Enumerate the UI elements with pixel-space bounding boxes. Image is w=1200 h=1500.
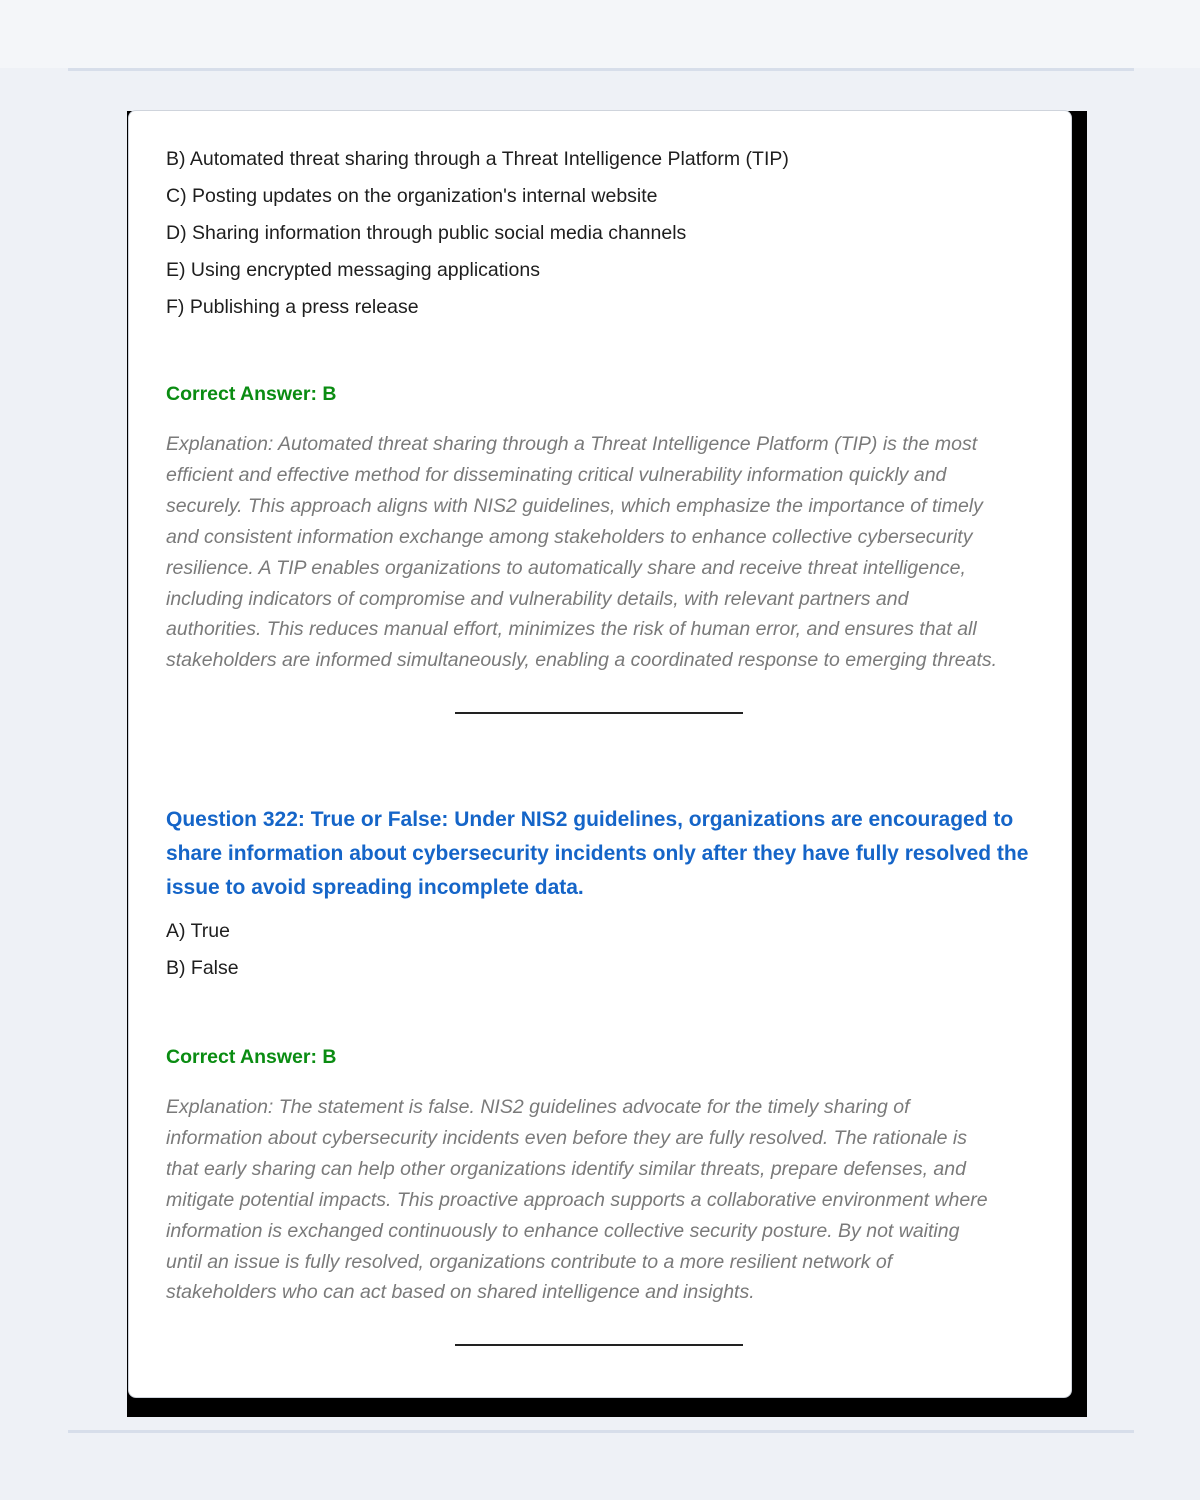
explanation [166,1092,988,1308]
option-b: B) Automated threat sharing through a Threat Intelligence Platform (TIP) [166,148,789,170]
option-a: A) True [166,920,230,942]
explanation-line: stakeholders are informed simultaneously, enabling a coordinated response to emerging threats. [166,649,998,672]
question-line: Question 322: True or False: Under NIS2 guidelines, organizations are encouraged to [166,808,1014,831]
option-f: F) Publishing a press release [166,296,419,318]
explanation-line: and consistent information exchange among stakeholders to enhance collective cybersecurity [166,525,973,548]
question-heading [166,803,1028,905]
correct-answer: Correct Answer: B [166,1046,337,1068]
bottom-rule [68,1430,1134,1433]
explanation-line: authorities. This reduces manual effort, minimizes the risk of human error, and ensures that all [166,618,977,641]
explanation [166,429,997,676]
explanation-line: efficient and effective method for disseminating critical vulnerability information quickly and [166,463,947,486]
question-line: issue to avoid spreading incomplete data. [166,876,584,899]
explanation-line: Explanation: The statement is false. NIS2 guidelines advocate for the timely sharing of [166,1096,910,1118]
explanation-line: until an issue is fully resolved, organizations contribute to a more resilient network of [166,1250,893,1273]
option-d: D) Sharing information through public social media channels [166,222,687,244]
option-e: E) Using encrypted messaging applications [166,259,540,281]
explanation-line: resilience. A TIP enables organizations to automatically share and receive threat intelligence, [166,556,966,579]
section-divider [455,712,743,714]
document-page [128,110,1072,1398]
explanation-line: information is exchanged continuously to enhance collective security posture. By not waiting [166,1219,960,1242]
explanation-line: mitigate potential impacts. This proactive approach supports a collaborative environment where [166,1188,988,1211]
section-divider [455,1344,743,1346]
explanation-line: that early sharing can help other organizations identify similar threats, prepare defenses, and [166,1157,966,1180]
question-line: share information about cybersecurity incidents only after they have fully resolved the [166,842,1029,865]
option-c: C) Posting updates on the organization's internal website [166,185,658,207]
explanation-line: securely. This approach aligns with NIS2 guidelines, which emphasize the importance of timely [166,494,983,517]
explanation-line: including indicators of compromise and vulnerability details, with relevant partners and [166,587,909,610]
options-list [166,913,239,987]
top-band [0,0,1200,68]
explanation-line: stakeholders who can act based on shared intelligence and insights. [166,1281,755,1304]
options-list [166,141,789,326]
explanation-line: Explanation: Automated threat sharing through a Threat Intelligence Platform (TIP) is the most [166,433,978,455]
correct-answer: Correct Answer: B [166,383,337,405]
top-rule [68,68,1134,71]
explanation-line: information about cybersecurity incidents even before they are fully resolved. The rationale is [166,1126,968,1149]
option-b: B) False [166,957,239,979]
